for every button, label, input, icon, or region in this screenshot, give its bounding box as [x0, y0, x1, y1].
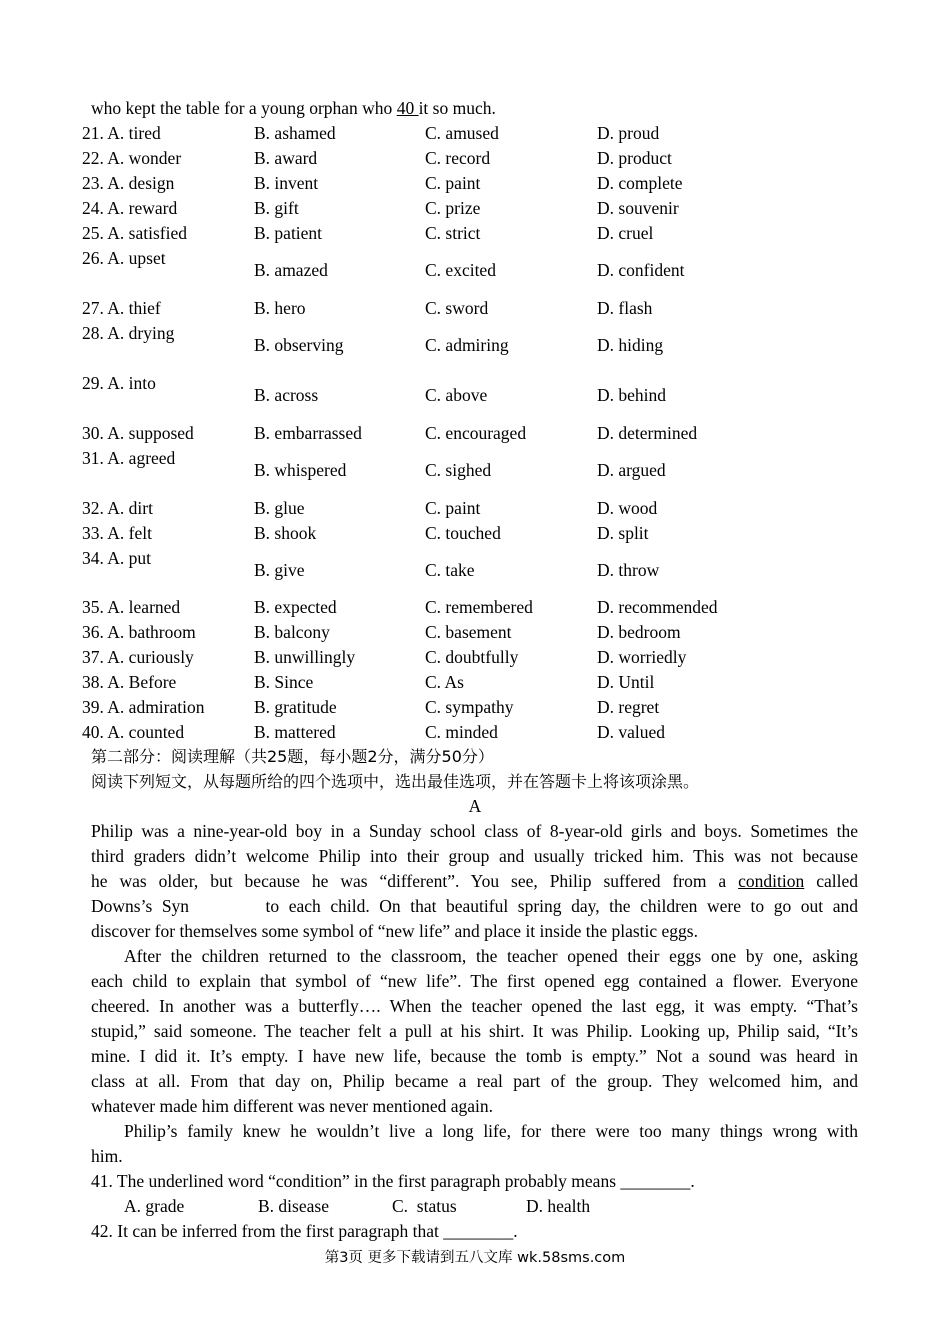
q23-option-c: C. paint — [425, 173, 481, 193]
q29-option-c: C. above — [425, 385, 488, 405]
intro-line — [91, 96, 496, 121]
q41-option-c: C. status — [392, 1196, 457, 1216]
q29-option-b: B. across — [254, 385, 319, 405]
q30-option-d: D. determined — [597, 423, 698, 443]
q31-option-a: 31. A. agreed — [82, 448, 176, 468]
passage-p2-line6: class at all. From that day on, Philip became a real part of the group. They welcomed him, and — [91, 1071, 858, 1091]
q42-stem: 42. It can be inferred from the first paragraph that ________. — [91, 1221, 518, 1241]
q26-option-d: D. confident — [597, 260, 685, 280]
q22-option-c: C. record — [425, 148, 491, 168]
q30-option-b: B. embarrassed — [254, 423, 362, 443]
q27-option-d: D. flash — [597, 298, 653, 318]
q28-option-a: 28. A. drying — [82, 323, 175, 343]
q25-option-d: D. cruel — [597, 223, 654, 243]
q31-option-b: B. whispered — [254, 460, 347, 480]
q40-option-c: C. minded — [425, 722, 498, 742]
passage-p2-line7: whatever made him different was never mentioned again. — [91, 1096, 494, 1116]
q41-option-d: D. health — [526, 1196, 591, 1216]
q35-option-a: 35. A. learned — [82, 597, 181, 617]
q38-option-b: B. Since — [254, 672, 314, 692]
section-instructions: 阅读下列短文，从每题所给的四个选项中，选出最佳选项，并在答题卡上将该项涂黑。 — [91, 772, 700, 791]
q26-option-c: C. excited — [425, 260, 496, 280]
passage-p2-line5: mine. I did it. It’s empty. I have new life, because the tomb is empty.” Not a sound was heard in — [91, 1046, 858, 1066]
q40-option-b: B. mattered — [254, 722, 336, 742]
q21-option-d: D. proud — [597, 123, 660, 143]
q35-option-c: C. remembered — [425, 597, 533, 617]
q24-option-c: C. prize — [425, 198, 481, 218]
q25-option-b: B. patient — [254, 223, 323, 243]
q34-option-b: B. give — [254, 560, 305, 580]
q21-option-c: C. amused — [425, 123, 499, 143]
q24-option-d: D. souvenir — [597, 198, 679, 218]
q26-option-b: B. amazed — [254, 260, 328, 280]
intro-blank: 40 — [396, 98, 419, 118]
q33-option-b: B. shook — [254, 523, 317, 543]
q39-option-c: C. sympathy — [425, 697, 514, 717]
q24-option-a: 24. A. reward — [82, 198, 178, 218]
q31-option-d: D. argued — [597, 460, 666, 480]
passage-p2-line4: stupid,” said someone. The teacher felt a pull at his shirt. It was Philip. Looking up, Philip said, “It’s — [91, 1021, 858, 1041]
q37-option-d: D. worriedly — [597, 647, 687, 667]
passage-p2-line1: After the children returned to the classroom, the teacher opened their eggs one by one, asking — [124, 946, 858, 966]
passage-p2-line3: cheered. In another was a butterfly…. When the teacher opened the last egg, it was empty. “That’s — [91, 996, 858, 1016]
passage-p1-line4: Downs’s Syn to each child. On that beautiful spring day, the children were to go out and — [91, 896, 858, 916]
q21-option-b: B. ashamed — [254, 123, 336, 143]
q30-option-c: C. encouraged — [425, 423, 527, 443]
p1-line3-before: he was older, but because he was “different”. You see, Philip suffered from a — [91, 871, 739, 891]
q36-option-d: D. bedroom — [597, 622, 681, 642]
q28-option-d: D. hiding — [597, 335, 664, 355]
q32-option-c: C. paint — [425, 498, 481, 518]
q29-option-d: D. behind — [597, 385, 667, 405]
q38-option-c: C. As — [425, 672, 464, 692]
q22-option-d: D. product — [597, 148, 672, 168]
page-footer: 第3页 更多下载请到五八文库 wk.58sms.com — [324, 1250, 626, 1266]
q21-option-a: 21. A. tired — [82, 123, 161, 143]
q36-option-b: B. balcony — [254, 622, 330, 642]
q41-option-b: B. disease — [258, 1196, 329, 1216]
q39-option-d: D. regret — [597, 697, 660, 717]
q32-option-d: D. wood — [597, 498, 658, 518]
passage-p2-line2: each child to explain that symbol of “new life”. The first opened egg contained a flower. Everyone — [91, 971, 858, 991]
q24-option-b: B. gift — [254, 198, 299, 218]
q41-option-a: A. grade — [124, 1196, 185, 1216]
q23-option-b: B. invent — [254, 173, 319, 193]
q25-option-a: 25. A. satisfied — [82, 223, 187, 243]
q29-option-a: 29. A. into — [82, 373, 156, 393]
q32-option-b: B. glue — [254, 498, 305, 518]
passage-label: A — [468, 796, 482, 816]
q39-option-b: B. gratitude — [254, 697, 337, 717]
q34-option-c: C. take — [425, 560, 475, 580]
q37-option-c: C. doubtfully — [425, 647, 519, 667]
passage-p1-line2: third graders didn’t welcome Philip into their group and usually tricked him. This was not because — [91, 846, 858, 866]
q27-option-c: C. sword — [425, 298, 489, 318]
q40-option-d: D. valued — [597, 722, 666, 742]
q23-option-a: 23. A. design — [82, 173, 175, 193]
section-title: 第二部分：阅读理解（共25题，每小题2分，满分50分） — [91, 747, 494, 766]
q34-option-a: 34. A. put — [82, 548, 152, 568]
q22-option-a: 22. A. wonder — [82, 148, 182, 168]
q39-option-a: 39. A. admiration — [82, 697, 205, 717]
q33-option-d: D. split — [597, 523, 649, 543]
q27-option-b: B. hero — [254, 298, 306, 318]
intro-after: it so much. — [418, 98, 496, 118]
passage-p3-line2: him. — [91, 1146, 123, 1166]
q30-option-a: 30. A. supposed — [82, 423, 194, 443]
q27-option-a: 27. A. thief — [82, 298, 161, 318]
q25-option-c: C. strict — [425, 223, 481, 243]
q36-option-a: 36. A. bathroom — [82, 622, 196, 642]
q38-option-a: 38. A. Before — [82, 672, 177, 692]
p1-line3-after: called — [804, 871, 858, 891]
q37-option-b: B. unwillingly — [254, 647, 356, 667]
passage-p1-line5: discover for themselves some symbol of “new life” and place it inside the plastic eggs. — [91, 921, 698, 941]
q28-option-c: C. admiring — [425, 335, 509, 355]
q33-option-c: C. touched — [425, 523, 501, 543]
q41-stem: 41. The underlined word “condition” in the first paragraph probably means ________. — [91, 1171, 695, 1191]
q22-option-b: B. award — [254, 148, 318, 168]
underlined-word-condition: condition — [738, 871, 805, 891]
q37-option-a: 37. A. curiously — [82, 647, 194, 667]
q38-option-d: D. Until — [597, 672, 655, 692]
q35-option-d: D. recommended — [597, 597, 718, 617]
intro-before: who kept the table for a young orphan who — [91, 98, 397, 118]
q35-option-b: B. expected — [254, 597, 337, 617]
passage-p1-line3 — [91, 869, 858, 894]
q36-option-c: C. basement — [425, 622, 512, 642]
q40-option-a: 40. A. counted — [82, 722, 185, 742]
q23-option-d: D. complete — [597, 173, 683, 193]
q28-option-b: B. observing — [254, 335, 344, 355]
q33-option-a: 33. A. felt — [82, 523, 152, 543]
passage-p3-line1: Philip’s family knew he wouldn’t live a long life, for there were too many things wrong with — [124, 1121, 858, 1141]
q34-option-d: D. throw — [597, 560, 660, 580]
passage-p1-line1: Philip was a nine-year-old boy in a Sunday school class of 8-year-old girls and boys. Sometimes the — [91, 821, 858, 841]
q26-option-a: 26. A. upset — [82, 248, 166, 268]
q32-option-a: 32. A. dirt — [82, 498, 153, 518]
q31-option-c: C. sighed — [425, 460, 492, 480]
